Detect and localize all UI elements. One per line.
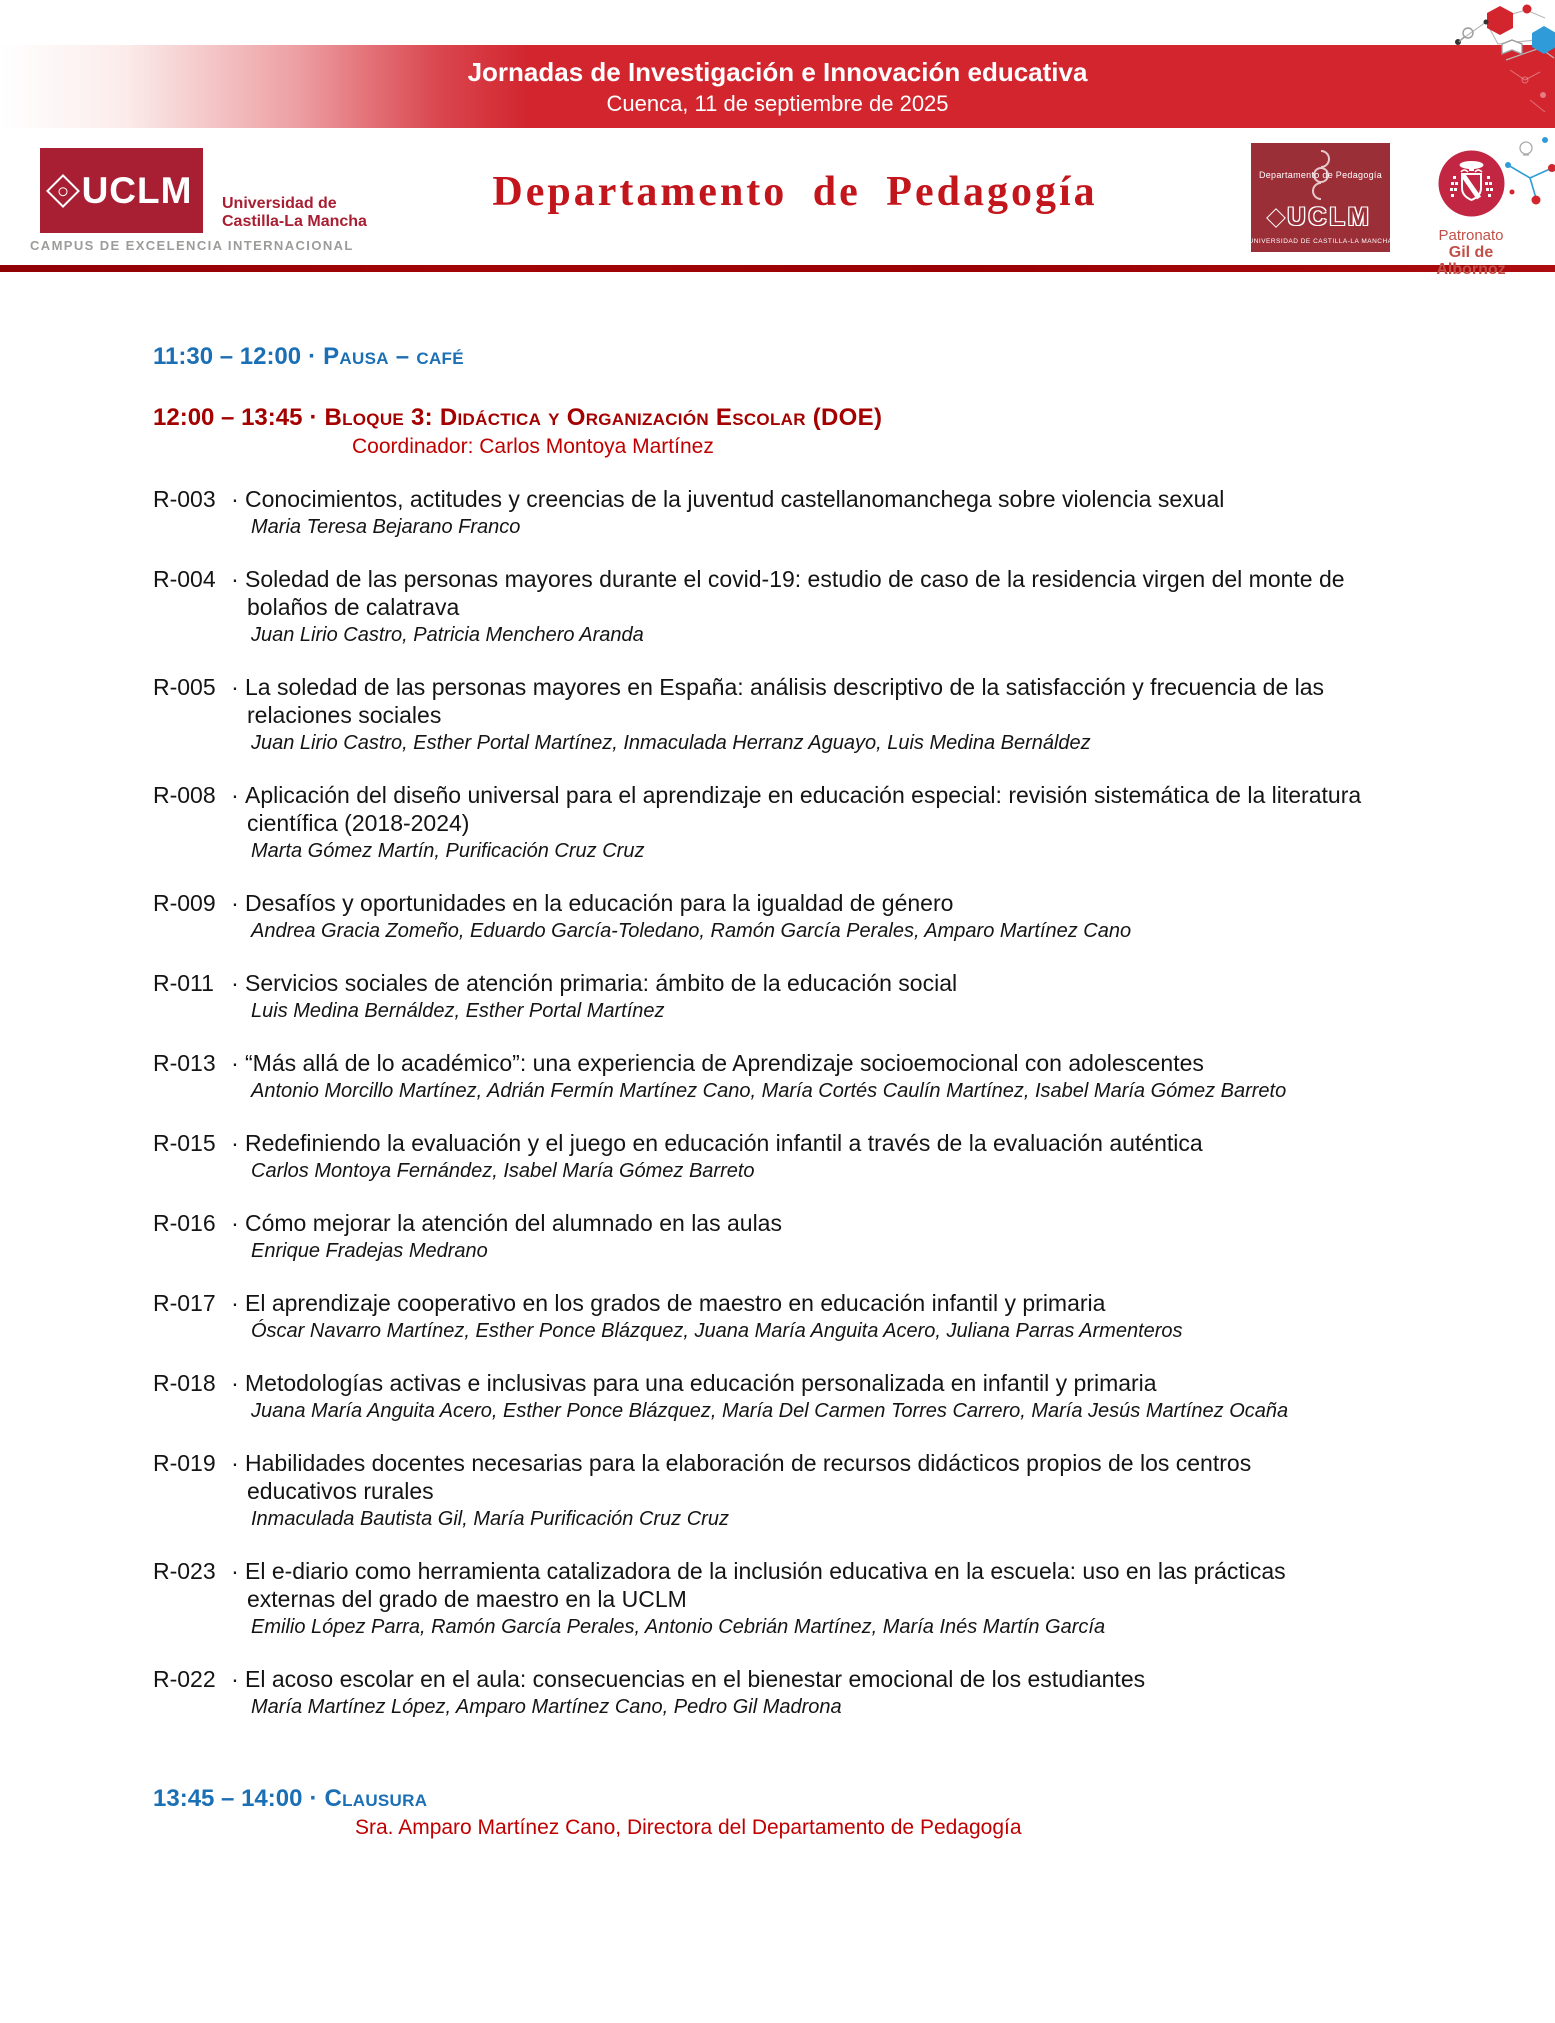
paper-title-line	[153, 485, 1367, 513]
uclm-logo	[40, 148, 203, 233]
separator-dot: ·	[231, 674, 239, 700]
clausura-heading	[153, 1784, 1483, 1814]
paper-code: R-016	[153, 1210, 216, 1236]
paper-authors: Inmaculada Bautista Gil, María Purificación Cruz Cruz	[251, 1508, 729, 1530]
separator-dot: ·	[231, 1450, 239, 1476]
paper-authors: Luis Medina Bernáldez, Esther Portal Martínez	[251, 1000, 665, 1022]
paper-authors: Enrique Fradejas Medrano	[251, 1240, 488, 1262]
schedule-bloque	[153, 403, 1483, 461]
clausura-title: Clausura	[324, 1785, 428, 1812]
department-title: Departamento de Pedagogía	[492, 169, 1098, 215]
schedule-pausa	[153, 342, 1483, 372]
university-name-line2: Castilla-La Mancha	[222, 213, 367, 230]
patronato-name-line2: Gil de Albornoz	[1436, 244, 1506, 278]
paper-title-line	[153, 781, 1367, 837]
paper-title-line	[153, 565, 1367, 621]
paper-title-line	[153, 1369, 1367, 1397]
paper-row	[153, 781, 1367, 864]
separator-dot: ·	[231, 1370, 239, 1396]
magnifier-icon	[1459, 28, 1473, 42]
department-logo-footer: UNIVERSIDAD DE CASTILLA-LA MANCHA	[1248, 238, 1393, 245]
paper-title-line	[153, 889, 1367, 917]
paper-row	[153, 1289, 1367, 1344]
paper-code: R-008	[153, 782, 216, 808]
separator-dot: ·	[231, 1666, 239, 1692]
paper-code: R-003	[153, 486, 216, 512]
separator-dot: ·	[231, 1558, 239, 1584]
schedule	[153, 342, 1483, 1842]
separator-dot: ·	[309, 1785, 318, 1812]
uclm-acronym: UCLM	[81, 169, 193, 211]
paper-title: Habilidades docentes necesarias para la elaboración de recursos didácticos propios de los centros educativos rurales	[245, 1450, 1252, 1504]
paper-row	[153, 969, 1367, 1024]
paper-title: Desafíos y oportunidades en la educación para la igualdad de género	[245, 890, 954, 916]
paper-title-line	[153, 1049, 1367, 1077]
separator-dot: ·	[231, 566, 239, 592]
paper-title: La soledad de las personas mayores en España: análisis descriptivo de la satisfacción y frecuencia de las relaciones sociales	[245, 674, 1325, 728]
paper-code: R-009	[153, 890, 216, 916]
department-logo-acronym: UCLM	[1287, 203, 1372, 231]
separator-dot: ·	[231, 890, 239, 916]
paper-title-line	[153, 1665, 1367, 1693]
paper-title: Redefiniendo la evaluación y el juego en educación infantil a través de la evaluación auténtica	[245, 1130, 1203, 1156]
uclm-diamond-icon	[46, 174, 80, 208]
paper-code: R-011	[153, 970, 214, 996]
campus-excellence-line: CAMPUS DE EXCELENCIA INTERNACIONAL	[30, 238, 354, 253]
paper-code: R-019	[153, 1450, 216, 1476]
separator-dot: ·	[231, 1050, 239, 1076]
event-banner	[0, 45, 1555, 128]
paper-authors: Marta Gómez Martín, Purificación Cruz Cruz	[251, 840, 645, 862]
paper-title-line	[153, 1289, 1367, 1317]
uclm-diamond-icon	[1266, 208, 1286, 228]
paper-title-line	[153, 1129, 1367, 1157]
paper-authors: Óscar Navarro Martínez, Esther Ponce Blázquez, Juana María Anguita Acero, Juliana Parras Armenteros	[251, 1320, 1183, 1342]
paper-authors: Antonio Morcillo Martínez, Adrián Fermín Martínez Cano, María Cortés Caulín Martínez, Isabel María Gómez Barreto	[251, 1080, 1287, 1102]
paper-title: Soledad de las personas mayores durante el covid-19: estudio de caso de la residencia virgen del monte de bolaños de calatrava	[245, 566, 1345, 620]
separator-dot: ·	[308, 343, 317, 370]
bloque-title: Bloque 3: Didáctica y Organización Escolar (DOE)	[324, 404, 883, 431]
patronato-name-line1: Patronato	[1438, 227, 1504, 244]
paper-authors: María Martínez López, Amparo Martínez Cano, Pedro Gil Madrona	[251, 1696, 842, 1718]
paper-title-line	[153, 1209, 1367, 1237]
paper-title: Conocimientos, actitudes y creencias de la juventud castellanomanchega sobre violencia sexual	[245, 486, 1225, 512]
separator-dot: ·	[231, 1130, 239, 1156]
paper-code: R-005	[153, 674, 216, 700]
paper-row	[153, 1129, 1367, 1184]
department-logo-caption: Departamento de Pedagogía	[1258, 170, 1383, 180]
paper-row	[153, 1049, 1367, 1104]
paper-title: Aplicación del diseño universal para el aprendizaje en educación especial: revisión sistemática de la literatura científica (2018-2024)	[245, 782, 1362, 836]
separator-dot: ·	[231, 1210, 239, 1236]
paper-title: El e-diario como herramienta catalizadora de la inclusión educativa en la escuela: uso en las prácticas externas del grado de maestro en la UCLM	[245, 1558, 1286, 1612]
university-name	[222, 195, 367, 231]
paper-row	[153, 565, 1367, 648]
separator-dot: ·	[231, 1290, 239, 1316]
separator-dot: ·	[231, 782, 239, 808]
paper-row	[153, 1557, 1367, 1640]
bloque-heading	[153, 403, 1483, 433]
event-date-location: Cuenca, 11 de septiembre de 2025	[606, 90, 949, 116]
paper-code: R-023	[153, 1558, 216, 1584]
bloque-coordinator: Coordinador: Carlos Montoya Martínez	[352, 435, 714, 458]
patronato-emblem-icon	[1438, 150, 1505, 217]
paper-authors: Maria Teresa Bejarano Franco	[251, 516, 521, 538]
paper-title: El aprendizaje cooperativo en los grados de maestro en educación infantil y primaria	[245, 1290, 1106, 1316]
event-title: Jornadas de Investigación e Innovación educativa	[467, 56, 1088, 87]
separator-dot: ·	[231, 486, 239, 512]
university-name-line1: Universidad de	[222, 195, 337, 212]
paper-code: R-004	[153, 566, 216, 592]
paper-authors: Andrea Gracia Zomeño, Eduardo García-Toledano, Ramón García Perales, Amparo Martínez Cano	[251, 920, 1132, 942]
clausura-time: 13:45 – 14:00	[153, 1785, 303, 1812]
bulb-icon	[1520, 142, 1532, 155]
paper-authors: Juan Lirio Castro, Esther Portal Martínez, Inmaculada Herranz Aguayo, Luis Medina Bernáldez	[251, 732, 1091, 754]
bloque-time: 12:00 – 13:45	[153, 404, 303, 431]
paper-row	[153, 1665, 1367, 1720]
paper-row	[153, 889, 1367, 944]
paper-code: R-017	[153, 1290, 216, 1316]
paper-authors: Juana María Anguita Acero, Esther Ponce Blázquez, María Del Carmen Torres Carrero, María Jesús Martínez Ocaña	[251, 1400, 1289, 1422]
paper-code: R-013	[153, 1050, 216, 1076]
separator-dot: ·	[309, 404, 318, 431]
pausa-time: 11:30 – 12:00	[153, 343, 302, 370]
paper-authors: Emilio López Parra, Ramón García Perales, Antonio Cebrián Martínez, María Inés Martín García	[251, 1616, 1106, 1638]
paper-title-line	[153, 1449, 1367, 1505]
paper-title: Servicios sociales de atención primaria: ámbito de la educación social	[245, 970, 958, 996]
paper-row	[153, 485, 1367, 540]
paper-authors: Carlos Montoya Fernández, Isabel María Gómez Barreto	[251, 1160, 755, 1182]
department-pedagogy-logo	[1248, 143, 1393, 252]
red-hexagon-icon	[1487, 6, 1513, 35]
paper-title-line	[153, 969, 1367, 997]
paper-authors: Juan Lirio Castro, Patricia Menchero Aranda	[251, 624, 644, 646]
clausura-note: Sra. Amparo Martínez Cano, Directora del Departamento de Pedagogía	[355, 1816, 1022, 1839]
patronato-logo	[1427, 150, 1515, 278]
papers-list	[153, 485, 1483, 1720]
paper-title: Metodologías activas e inclusivas para una educación personalizada en infantil y primaria	[245, 1370, 1157, 1396]
paper-row	[153, 1209, 1367, 1264]
paper-code: R-022	[153, 1666, 216, 1692]
paper-row	[153, 673, 1367, 756]
paper-row	[153, 1369, 1367, 1424]
paper-title: El acoso escolar en el aula: consecuencias en el bienestar emocional de los estudiantes	[245, 1666, 1146, 1692]
pausa-title: Pausa – café	[323, 343, 464, 370]
paper-title-line	[153, 1557, 1367, 1613]
paper-title: Cómo mejorar la atención del alumnado en las aulas	[245, 1210, 782, 1236]
paper-title-line	[153, 673, 1367, 729]
paper-code: R-015	[153, 1130, 216, 1156]
header-divider-rule	[0, 265, 1555, 272]
schedule-clausura	[153, 1784, 1483, 1842]
paper-code: R-018	[153, 1370, 216, 1396]
separator-dot: ·	[231, 970, 239, 996]
paper-row	[153, 1449, 1367, 1532]
paper-title: “Más allá de lo académico”: una experiencia de Aprendizaje socioemocional con adolescentes	[245, 1050, 1204, 1076]
